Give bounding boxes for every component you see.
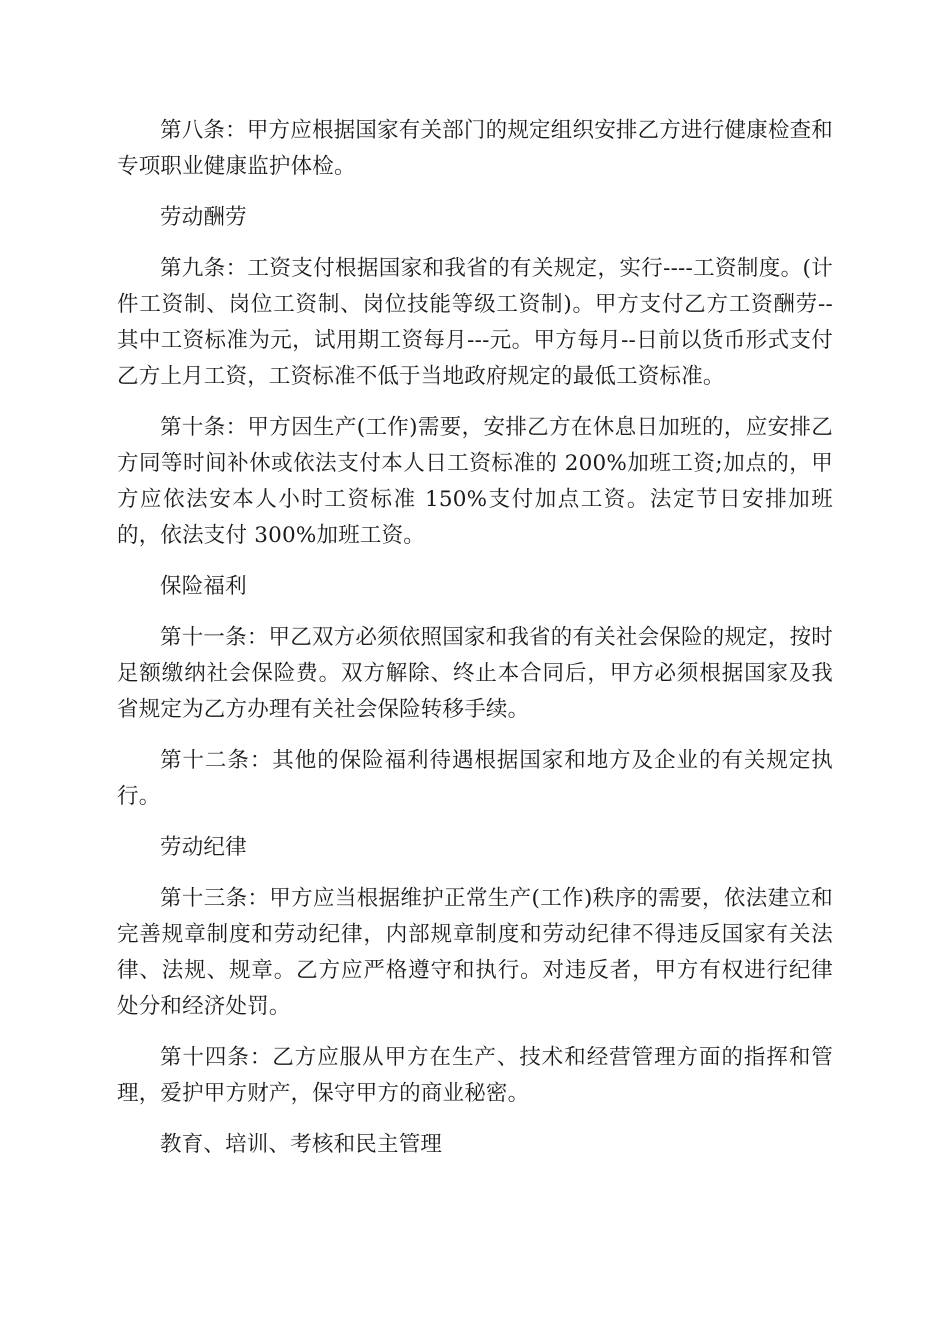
- article-11: 第十一条：甲乙双方必须依照国家和我省的有关社会保险的规定，按时足额缴纳社会保险费。双方解除、终止本合同后，甲方必须根据国家及我省规定为乙方办理有关社会保险转移手续。: [117, 625, 833, 722]
- article-12: 第十二条：其他的保险福利待遇根据国家和地方及企业的有关规定执行。: [117, 748, 833, 809]
- section-heading-labor-pay: 劳动酬劳: [160, 205, 247, 230]
- section-heading-education-training: 教育、培训、考核和民主管理: [160, 1132, 443, 1157]
- section-heading-insurance-welfare: 保险福利: [160, 574, 247, 599]
- article-9: 第九条：工资支付根据国家和我省的有关规定，实行----工资制度。(计件工资制、岗位工资制、岗位技能等级工资制)。甲方支付乙方工资酬劳--其中工资标准为元，试用期工资每月---元。甲方每月--日前以货币形式支付乙方上月工资，工资标准不低于当地政府规定的最低工资标准。: [117, 256, 833, 389]
- document-page: [117, 113, 833, 1163]
- article-8: 第八条：甲方应根据国家有关部门的规定组织安排乙方进行健康检查和专项职业健康监护体检。: [117, 118, 833, 179]
- article-14: 第十四条：乙方应服从甲方在生产、技术和经营管理方面的指挥和管理，爱护甲方财产，保守甲方的商业秘密。: [117, 1045, 833, 1106]
- article-13: 第十三条：甲方应当根据维护正常生产(工作)秩序的需要，依法建立和完善规章制度和劳动纪律，内部规章制度和劳动纪律不得违反国家有关法律、法规、规章。乙方应严格遵守和执行。对违反者，甲方有权进行纪律处分和经济处罚。: [117, 886, 833, 1019]
- section-heading-labor-discipline: 劳动纪律: [160, 835, 247, 860]
- article-10: 第十条：甲方因生产(工作)需要，安排乙方在休息日加班的，应安排乙方同等时间补休或依法支付本人日工资标准的 200%加班工资;加点的，甲方应依法安本人小时工资标准 150%支付加点工资。法定节日安排加班的，依法支付 300%加班工资。: [117, 415, 833, 548]
